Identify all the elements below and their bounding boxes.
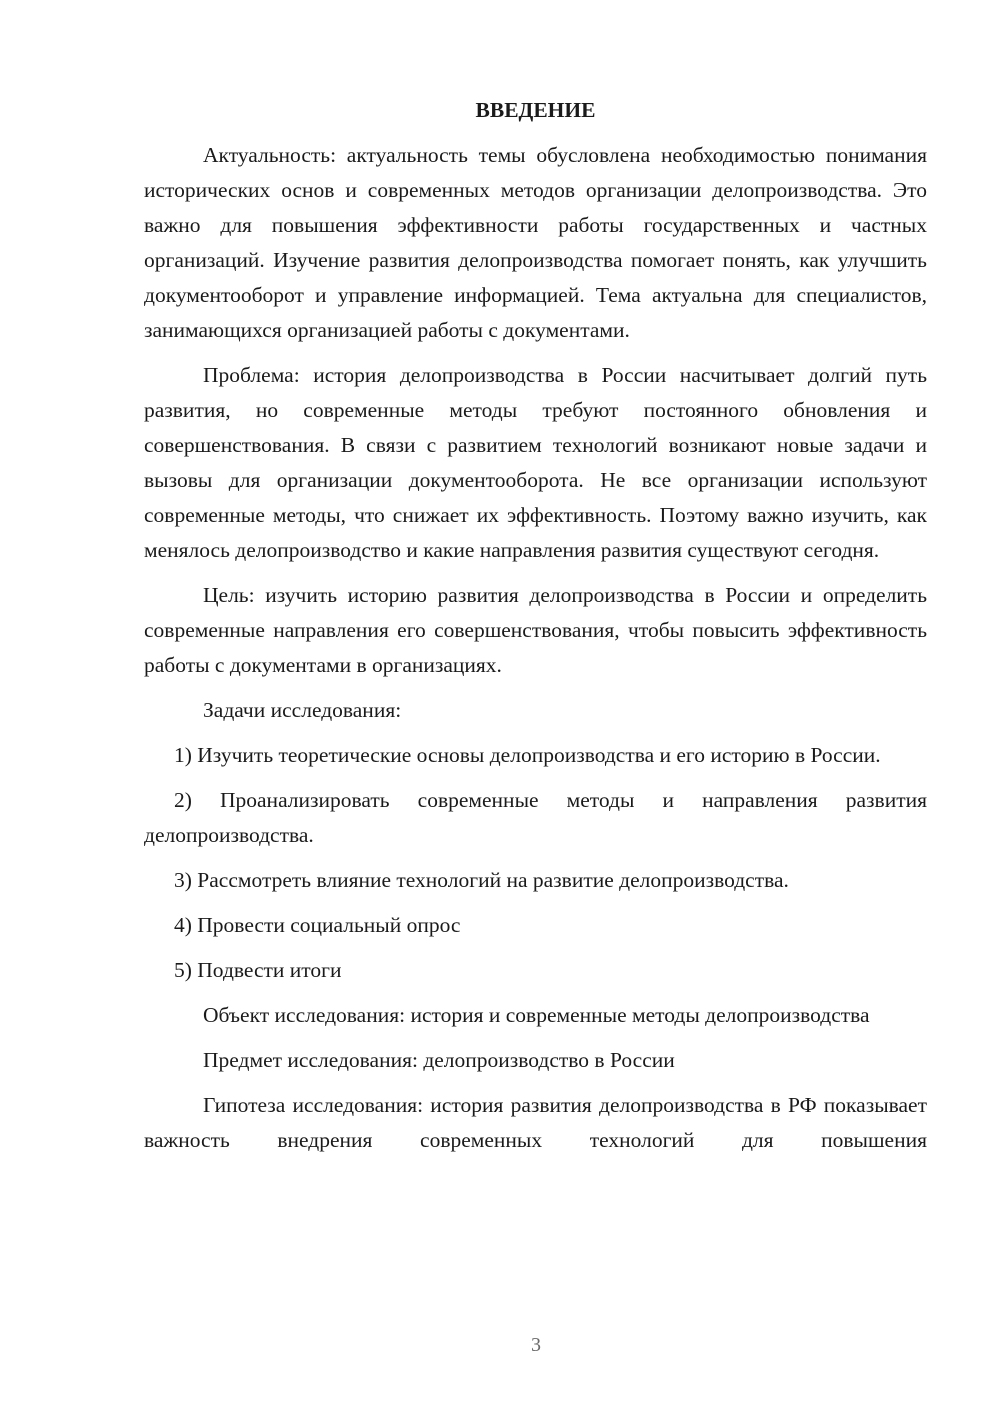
list-item: 2) Проанализировать современные методы и направления развития делопроизводства. [144, 788, 927, 847]
list-item: 4) Провести социальный опрос [174, 913, 461, 937]
document-page [144, 92, 927, 1168]
list-item: 5) Подвести итоги [174, 958, 342, 982]
tasks-heading: Задачи исследования: [203, 698, 402, 722]
paragraph-hypothesis: Гипотеза исследования: история развития делопроизводства в РФ показывает важность внедрения современных технологий для повышения [144, 1093, 927, 1152]
page-number: 3 [531, 1334, 541, 1356]
list-item: 3) Рассмотреть влияние технологий на развитие делопроизводства. [174, 868, 789, 892]
paragraph-goal: Цель: изучить историю развития делопроизводства в России и определить современные направления его совершенствования, чтобы повысить эффективность работы с документами в организациях. [144, 583, 927, 677]
paragraph-object: Объект исследования: история и современные методы делопроизводства [203, 1003, 870, 1027]
paragraph-subject: Предмет исследования: делопроизводство в России [203, 1048, 675, 1072]
page-title: ВВЕДЕНИЕ [475, 98, 596, 122]
paragraph-problem: Проблема: история делопроизводства в России насчитывает долгий путь развития, но современные методы требуют постоянного обновления и совершенствования. В связи с развитием технологий возникают новые задачи и вызовы для организации документооборота. Не все организации используют современные методы, что снижает их эффективность. Поэтому важно изучить, как менялось делопроизводство и какие направления развития существуют сегодня. [144, 363, 927, 562]
paragraph-relevance: Актуальность: актуальность темы обусловлена необходимостью понимания исторических основ и современных методов организации делопроизводства. Это важно для повышения эффективности работы государственных и частных организаций. Изучение развития делопроизводства помогает понять, как улучшить документооборот и управление информацией. Тема актуальна для специалистов, занимающихся организацией работы с документами. [144, 143, 927, 342]
list-item: 1) Изучить теоретические основы делопроизводства и его историю в России. [174, 743, 881, 767]
tasks-list [144, 738, 927, 988]
